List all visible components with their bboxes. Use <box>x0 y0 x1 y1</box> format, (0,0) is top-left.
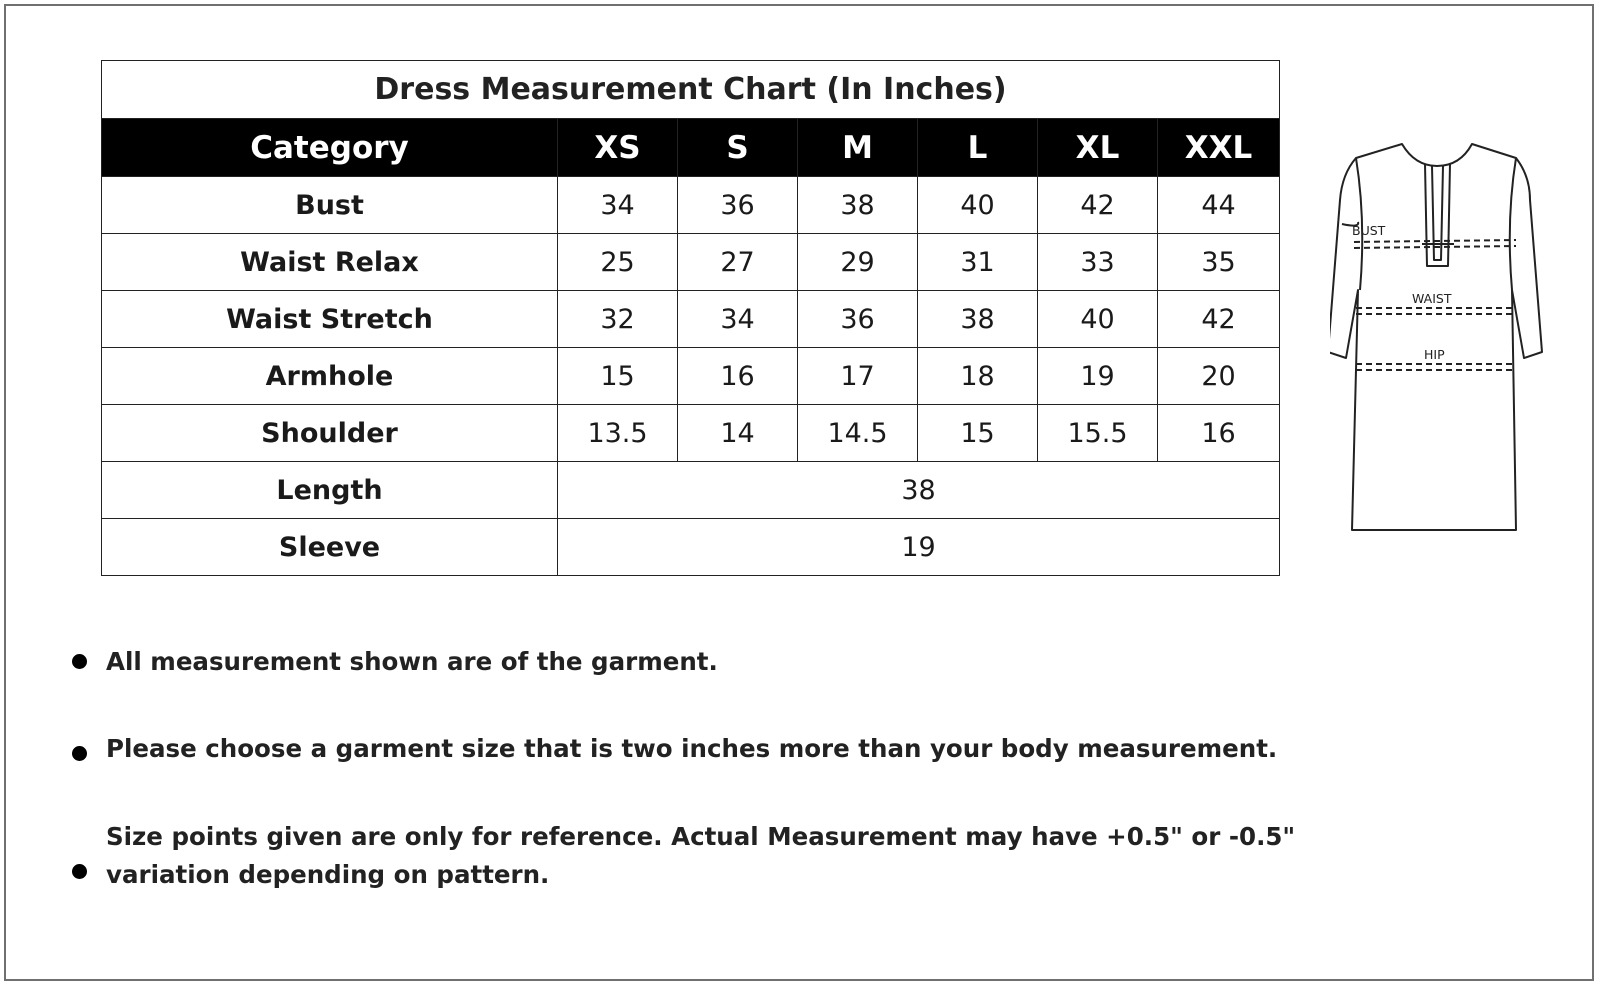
header-size-m: M <box>798 119 918 177</box>
note-text: variation depending on pattern. <box>106 860 550 889</box>
row-category: Sleeve <box>102 519 558 576</box>
dress-diagram <box>1330 140 1560 550</box>
table-cell: 16 <box>1158 405 1280 462</box>
table-header-row <box>102 119 1280 177</box>
table-cell: 40 <box>1038 291 1158 348</box>
table-row-armhole <box>102 348 1280 405</box>
table-cell: 19 <box>1038 348 1158 405</box>
table-cell: 27 <box>678 234 798 291</box>
table-cell: 33 <box>1038 234 1158 291</box>
header-size-xxl: XXL <box>1158 119 1280 177</box>
table-cell: 42 <box>1038 177 1158 234</box>
table-cell: 35 <box>1158 234 1280 291</box>
table-cell: 38 <box>798 177 918 234</box>
row-category: Waist Stretch <box>102 291 558 348</box>
header-size-l: L <box>918 119 1038 177</box>
table-row-shoulder <box>102 405 1280 462</box>
table-cell: 14 <box>678 405 798 462</box>
bust-line <box>1354 240 1516 242</box>
measurement-table <box>101 60 1280 576</box>
table-row-sleeve <box>102 519 1280 576</box>
note-text: Size points given are only for reference. Actual Measurement may have +0.5" or -0.5" <box>106 822 1296 851</box>
table-cell: 29 <box>798 234 918 291</box>
table-cell-merged: 38 <box>558 462 1280 519</box>
table-cell: 13.5 <box>558 405 678 462</box>
table-cell: 17 <box>798 348 918 405</box>
table-cell: 34 <box>558 177 678 234</box>
table-cell-merged: 19 <box>558 519 1280 576</box>
header-size-xl: XL <box>1038 119 1158 177</box>
table-cell: 15.5 <box>1038 405 1158 462</box>
row-category: Waist Relax <box>102 234 558 291</box>
row-category: Length <box>102 462 558 519</box>
waist-label: WAIST <box>1412 291 1452 306</box>
table-cell: 15 <box>558 348 678 405</box>
table-row-length <box>102 462 1280 519</box>
table-cell: 32 <box>558 291 678 348</box>
neckline-placket <box>1425 164 1450 266</box>
table-row-waist-relax <box>102 234 1280 291</box>
table-row-bust <box>102 177 1280 234</box>
table-cell: 40 <box>918 177 1038 234</box>
bullet-icon <box>72 654 87 669</box>
table-cell: 15 <box>918 405 1038 462</box>
table-title: Dress Measurement Chart (In Inches) <box>102 61 1280 119</box>
table-cell: 16 <box>678 348 798 405</box>
table-cell: 20 <box>1158 348 1280 405</box>
table-cell: 25 <box>558 234 678 291</box>
row-category: Shoulder <box>102 405 558 462</box>
bust-label: BUST <box>1352 223 1386 238</box>
note-text: All measurement shown are of the garment. <box>106 647 718 676</box>
row-category: Armhole <box>102 348 558 405</box>
table-row-waist-stretch <box>102 291 1280 348</box>
table-cell: 42 <box>1158 291 1280 348</box>
note-text: Please choose a garment size that is two inches more than your body measurement. <box>106 734 1278 763</box>
table-cell: 18 <box>918 348 1038 405</box>
table-cell: 31 <box>918 234 1038 291</box>
table-cell: 36 <box>798 291 918 348</box>
header-size-xs: XS <box>558 119 678 177</box>
row-category: Bust <box>102 177 558 234</box>
table-cell: 36 <box>678 177 798 234</box>
sleeve-seam-right <box>1510 158 1516 290</box>
header-size-s: S <box>678 119 798 177</box>
table-cell: 44 <box>1158 177 1280 234</box>
header-category: Category <box>102 119 558 177</box>
bullet-icon <box>72 864 87 879</box>
bullet-icon <box>72 746 87 761</box>
table-cell: 14.5 <box>798 405 918 462</box>
table-cell: 34 <box>678 291 798 348</box>
table-cell: 38 <box>918 291 1038 348</box>
hip-label: HIP <box>1424 347 1445 362</box>
